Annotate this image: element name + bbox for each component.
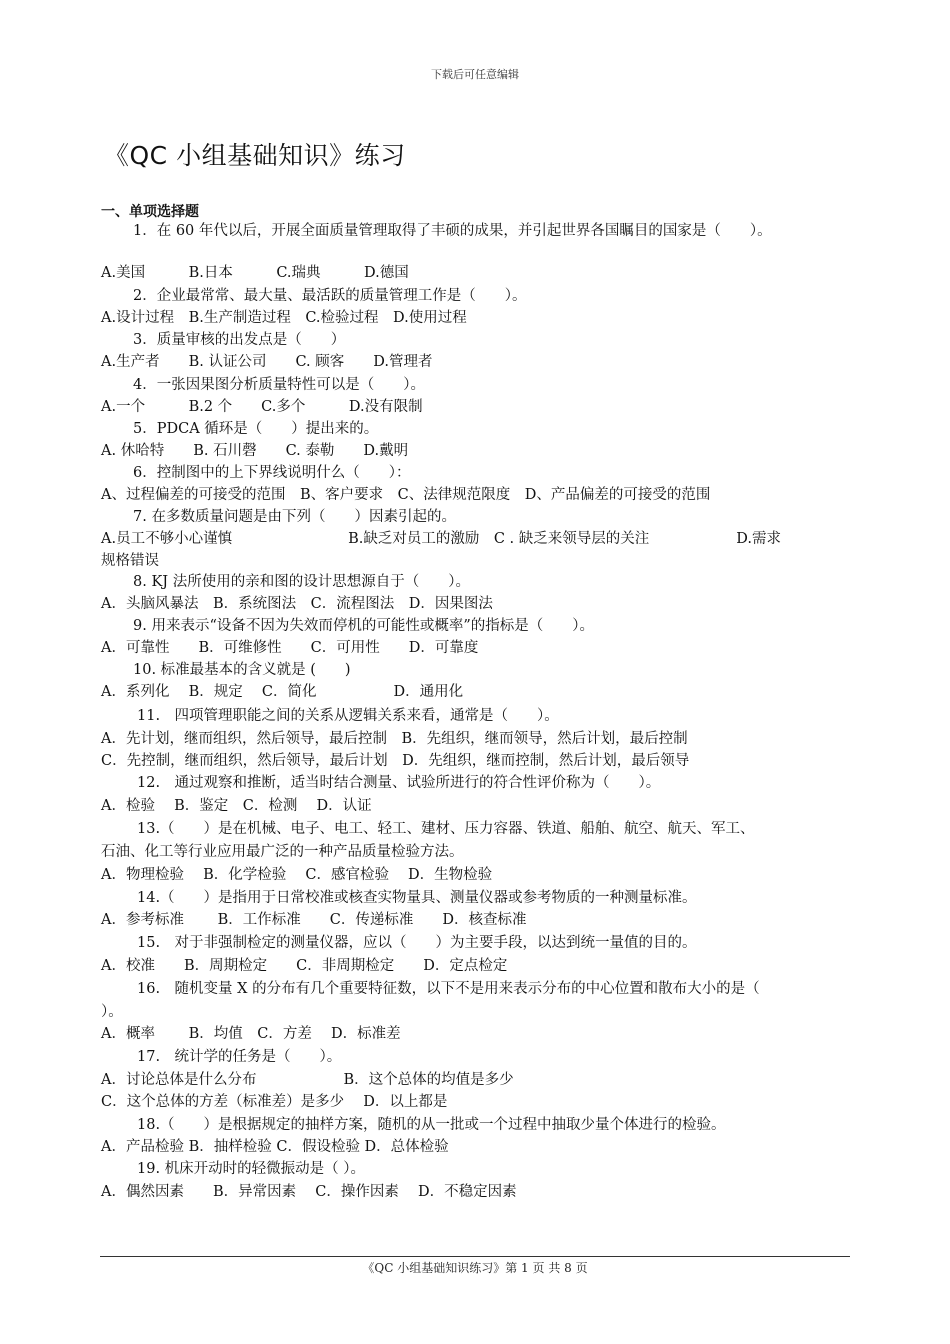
options-11-cd: C．先控制，继而组织，然后领导，最后计划 D．先组织，继而控制，然后计划，最后领导 (101, 753, 690, 769)
question-16-cont: ）。 (101, 1004, 123, 1020)
question-13-cont: 石油、化工等行业应用最广泛的一种产品质量检验方法。 (101, 844, 464, 860)
question-8: 8. KJ 法所使用的亲和图的设计思想源自于（ ）。 (133, 574, 470, 590)
options-8: A．头脑风暴法 B．系统图法 C．流程图法 D．因果图法 (101, 596, 493, 612)
section-heading: 一、单项选择题 (101, 204, 199, 220)
document-title: 《QC 小组基础知识》练习 (104, 141, 406, 170)
question-6: 6．控制图中的上下界线说明什么（ ）： (133, 465, 411, 481)
options-10: A．系列化 B．规定 C．简化 D．通用化 (101, 684, 464, 700)
page-header-note: 下载后可任意编辑 (431, 68, 519, 81)
question-16: 16. 随机变量 X 的分布有几个重要特征数，以下不是用来表示分布的中心位置和散布大小的是（ (137, 981, 760, 997)
options-19: A．偶然因素 B．异常因素 C．操作因素 D．不稳定因素 (101, 1184, 517, 1200)
question-13: 13.（ ）是在机械、电子、电工、轻工、建材、压力容器、铁道、船舶、航空、航天、军工、 (137, 821, 755, 837)
question-2: 2．企业最常常、最大量、最活跃的质量管理工作是（ ）。 (133, 288, 527, 304)
options-13: A．物理检验 B．化学检验 C．感官检验 D．生物检验 (101, 867, 493, 883)
options-6: A、过程偏差的可接受的范围 B、客户要求 C、法律规范限度 D、产品偏差的可接受的范围 (101, 487, 711, 503)
question-15: 15. 对于非强制检定的测量仪器，应以（ ）为主要手段，以达到统一量值的目的。 (137, 935, 697, 951)
question-1: 1．在 60 年代以后，开展全面质量管理取得了丰硕的成果，并引起世界各国瞩目的国家是（ ）。 (133, 223, 772, 239)
question-3: 3．质量审核的出发点是（ ） (133, 332, 346, 348)
options-17-ab: A．讨论总体是什么分布 B．这个总体的均值是多少 (101, 1072, 514, 1088)
question-12: 12. 通过观察和推断，适当时结合测量、试验所进行的符合性评价称为（ ）。 (137, 775, 661, 791)
options-4: A.一个 B.2 个 C.多个 D.没有限制 (101, 399, 423, 415)
options-15: A．校准 B．周期检定 C．非周期检定 D．定点检定 (101, 958, 508, 974)
options-11-ab: A．先计划，继而组织，然后领导，最后控制 B．先组织，继而领导，然后计划，最后控制 (101, 731, 688, 747)
page-footer: 《QC 小组基础知识练习》第 1 页 共 8 页 (362, 1261, 588, 1275)
question-11: 11. 四项管理职能之间的关系从逻辑关系来看，通常是（ ）。 (137, 708, 559, 724)
footer-divider (100, 1256, 850, 1257)
options-9: A．可靠性 B．可维修性 C．可用性 D．可靠度 (101, 640, 479, 656)
options-12: A．检验 B．鉴定 C．检测 D．认证 (101, 798, 372, 814)
question-5: 5．PDCA 循环是（ ）提出来的。 (133, 421, 379, 437)
question-17: 17. 统计学的任务是（ ）。 (137, 1049, 342, 1065)
question-19: 19. 机床开动时的轻微振动是（ ）。 (137, 1161, 366, 1177)
question-7: 7. 在多数质量问题是由下列（ ）因素引起的。 (133, 509, 456, 525)
question-14: 14.（ ）是指用于日常校准或核查实物量具、测量仪器或参考物质的一种测量标准。 (137, 890, 697, 906)
question-18: 18.（ ）是根据规定的抽样方案，随机的从一批或一个过程中抽取少量个体进行的检验。 (137, 1117, 726, 1133)
question-9: 9. 用来表示“设备不因为失效而停机的可能性或概率”的指标是（ ）。 (133, 618, 595, 634)
options-16: A．概率 B．均值 C．方差 D．标准差 (101, 1026, 401, 1042)
options-14: A．参考标准 B．工作标准 C．传递标准 D．核查标准 (101, 912, 527, 928)
options-7: A.员工不够小心谨慎 B.缺乏对员工的激励 C . 缺乏来领导层的关注 D.需求 (101, 531, 781, 547)
options-1: A.美国 B.日本 C.瑞典 D.德国 (101, 265, 409, 281)
question-10: 10. 标准最基本的含义就是 ( ) (133, 662, 351, 678)
options-2: A.设计过程 B.生产制造过程 C.检验过程 D.使用过程 (101, 310, 467, 326)
options-17-cd: C．这个总体的方差（标准差）是多少 D．以上都是 (101, 1094, 448, 1110)
options-18: A．产品检验 B．抽样检验 C．假设检验 D．总体检验 (101, 1139, 449, 1155)
options-7-cont: 规格错误 (101, 553, 159, 569)
question-4: 4．一张因果图分析质量特性可以是（ ）。 (133, 377, 425, 393)
options-3: A.生产者 B. 认证公司 C. 顾客 D.管理者 (101, 354, 433, 370)
options-5: A. 休哈特 B. 石川磬 C. 泰勒 D.戴明 (101, 443, 409, 459)
